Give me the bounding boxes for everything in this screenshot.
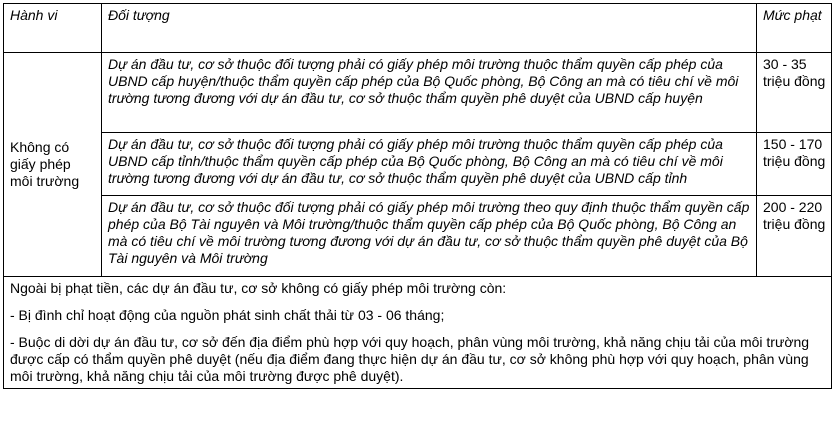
table-header-row [4, 4, 832, 53]
table-row [4, 196, 832, 277]
notes-item: - Buộc di dời dự án đầu tư, cơ sở đến địa điểm phù hợp với quy hoạch, phân vùng môi trường, khả năng chịu tải của môi trường được cấp có thẩm quyền phê duyệt (nếu địa điểm đang thực hiện dự án đầu tư, cơ sở không phù hợp với quy hoạch, phân vùng môi trường, khả năng chịu tải của môi trường được phê duyệt). [10, 334, 810, 384]
notes-row [4, 277, 832, 389]
notes-intro: Ngoài bị phạt tiền, các dự án đầu tư, cơ sở không có giấy phép môi trường còn: [10, 280, 507, 296]
subject-cell: Dự án đầu tư, cơ sở thuộc đối tượng phải có giấy phép môi trường theo quy định thuộc thẩm quyền cấp phép của Bộ Tài nguyên và Môi trường/thuộc thẩm quyền cấp phép của Bộ Quốc phòng, Bộ Công an mà có tiêu chí về môi trường tương đương với dự án đầu tư, cơ sở thuộc thẩm quyền phê duyệt của Bộ Tài nguyên và Môi trường [102, 196, 757, 277]
fine-cell: 150 - 170 triệu đồng [757, 133, 832, 196]
fine-cell: 30 - 35 triệu đồng [757, 53, 832, 133]
table-row [4, 133, 832, 196]
header-fine: Mức phạt [757, 4, 832, 53]
notes-item: - Bị đình chỉ hoạt động của nguồn phát sinh chất thải từ 03 - 06 tháng; [10, 307, 445, 323]
subject-cell: Dự án đầu tư, cơ sở thuộc đối tượng phải có giấy phép môi trường thuộc thẩm quyền cấp phép của UBND cấp tỉnh/thuộc thẩm quyền cấp phép của Bộ Quốc phòng, Bộ Công an mà có tiêu chí về môi trường tương đương với dự án đầu tư, cơ sở thuộc thẩm quyền phê duyệt của UBND cấp tỉnh [102, 133, 757, 196]
table-row [4, 53, 832, 133]
fine-cell: 200 - 220 triệu đồng [757, 196, 832, 277]
header-subject: Đối tượng [102, 4, 757, 53]
header-behaviour: Hành vi [4, 4, 102, 53]
subject-cell: Dự án đầu tư, cơ sở thuộc đối tượng phải có giấy phép môi trường thuộc thẩm quyền cấp phép của UBND cấp huyện/thuộc thẩm quyền cấp phép của Bộ Quốc phòng, Bộ Công an mà có tiêu chí về môi trường tương đương với dự án đầu tư, cơ sở thuộc thẩm quyền phê duyệt của UBND cấp huyện [102, 53, 757, 133]
penalty-table [3, 3, 832, 389]
notes-cell [4, 277, 832, 389]
behaviour-cell: Không có giấy phép môi trường [4, 53, 102, 277]
